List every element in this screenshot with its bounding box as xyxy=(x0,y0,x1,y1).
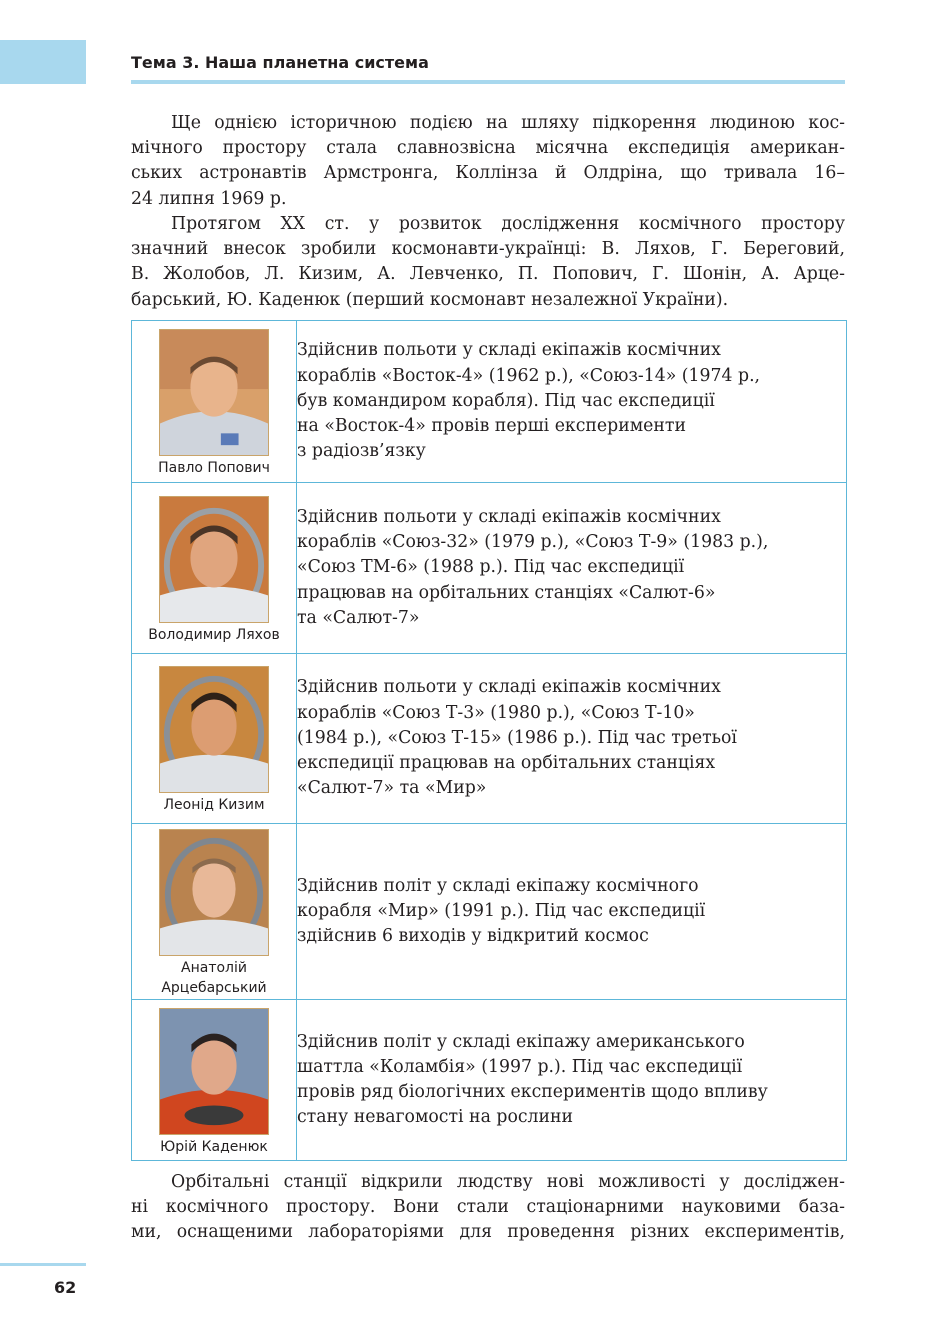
text-line: кораблів «Восток-4» (1962 р.), «Союз-14» (1974 р., xyxy=(297,365,761,386)
text-line: здійснив 6 виходів у відкритий космос xyxy=(297,926,649,947)
cosmonaut-name: Леонід Кизим xyxy=(163,797,265,813)
cosmonaut-name: Володимир Ляхов xyxy=(148,626,280,643)
text-line: стану невагомості на рослини xyxy=(297,1107,574,1128)
text-line: Здійснив польоти у складі екіпажів космічних xyxy=(297,677,721,698)
text-line: «Салют-7» та «Мир» xyxy=(297,778,487,799)
text-line: був командиром корабля). Під час експедиції xyxy=(297,390,715,411)
text-line: Здійснив польоти у складі екіпажів космічних xyxy=(297,340,721,361)
cosmonaut-portrait-photo xyxy=(159,829,269,956)
text-line: кораблів «Союз Т-3» (1980 р.), «Союз Т-10» xyxy=(297,702,695,723)
chapter-title: Тема 3. Наша планетна система xyxy=(131,53,429,72)
table-row xyxy=(132,1000,847,1161)
text-line: ських астронавтів Армстронга, Коллінза й Олдріна, що тривала 16– xyxy=(131,163,845,184)
text-line: «Союз ТМ-6» (1988 р.). Під час експедиції xyxy=(297,557,685,578)
cosmonaut-portrait-photo xyxy=(159,666,269,793)
description-cell xyxy=(297,321,847,483)
photo-cell xyxy=(132,824,297,1000)
photo-cell xyxy=(132,321,297,483)
table-row xyxy=(132,654,847,824)
description-cell xyxy=(297,824,847,1000)
text-line: Здійснив політ у складі екіпажу космічного xyxy=(297,875,699,896)
photo-cell xyxy=(132,654,297,824)
page-number: 62 xyxy=(54,1278,77,1297)
photo-cell xyxy=(132,1000,297,1161)
text-line: Здійснив політ у складі екіпажу американського xyxy=(297,1031,745,1052)
text-line: з радіозв’язку xyxy=(297,441,426,462)
text-line: експедиції працював на орбітальних станціях xyxy=(297,753,716,774)
text-line: Орбітальні станції відкрили людству нові можливості у досліджен- xyxy=(171,1172,845,1192)
text-line: та «Салют-7» xyxy=(297,607,420,628)
outro-paragraph xyxy=(131,1170,845,1246)
text-line: Здійснив польоти у складі екіпажів космічних xyxy=(297,506,721,527)
photo-cell xyxy=(132,483,297,654)
cosmonaut-portrait-photo xyxy=(159,496,269,623)
text-line: шаттла «Коламбія» (1997 р.). Під час експедиції xyxy=(297,1056,743,1077)
name-line: Арцебарський xyxy=(161,980,267,996)
intro-paragraph-2 xyxy=(131,212,845,313)
text-line: працював на орбітальних станціях «Салют-6» xyxy=(297,582,716,603)
text-line: провів ряд біологічних експериментів щодо впливу xyxy=(297,1082,768,1102)
table-row xyxy=(132,824,847,1000)
cosmonaut-name xyxy=(132,956,296,999)
footer-accent-rule xyxy=(0,1263,86,1266)
text-line: ні космічного простору. Вони стали стаціонарними науковими база- xyxy=(131,1197,845,1218)
cosmonauts-table xyxy=(131,320,847,1161)
text-line: В. Жолобов, Л. Кизим, А. Левченко, П. Попович, Г. Шонін, А. Арце- xyxy=(131,264,845,285)
text-line: Ще однією історичною подією на шляху підкорення людиною кос- xyxy=(171,113,845,133)
header-rule xyxy=(131,80,845,84)
description-cell xyxy=(297,1000,847,1161)
name-line: Анатолій xyxy=(181,960,247,976)
text-line: Протягом XX ст. у розвиток дослідження космічного простору xyxy=(171,214,845,234)
cosmonaut-portrait-photo xyxy=(159,1008,269,1135)
text-line: корабля «Мир» (1991 р.). Під час експедиції xyxy=(297,900,706,921)
text-line: мічного простору стала славнозвісна місячна експедиція американ- xyxy=(131,138,845,159)
text-line: барський, Ю. Каденюк (перший космонавт незалежної України). xyxy=(131,289,729,310)
table-row xyxy=(132,483,847,654)
intro-paragraph-1 xyxy=(131,111,845,212)
table-row xyxy=(132,321,847,483)
cosmonaut-portrait-photo xyxy=(159,329,269,456)
header-accent-tab xyxy=(0,40,86,84)
text-line: (1984 р.), «Союз Т-15» (1986 р.). Під час третьої xyxy=(297,727,737,748)
text-line: кораблів «Союз-32» (1979 р.), «Союз Т-9» (1983 р.), xyxy=(297,532,769,553)
text-line: значний внесок зробили космонавти-українці: В. Ляхов, Г. Береговий, xyxy=(131,239,845,260)
cosmonaut-name: Павло Попович xyxy=(158,460,270,476)
text-line: ми, оснащеними лабораторіями для проведення різних експериментів, xyxy=(131,1222,845,1243)
text-line: на «Восток-4» провів перші експерименти xyxy=(297,416,686,437)
description-cell xyxy=(297,654,847,824)
text-line: 24 липня 1969 р. xyxy=(131,188,287,209)
description-cell xyxy=(297,483,847,654)
cosmonaut-name: Юрій Каденюк xyxy=(160,1138,268,1155)
